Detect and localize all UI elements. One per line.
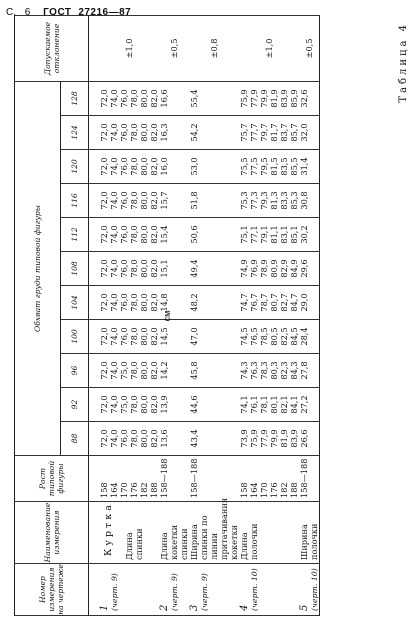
- value-cell: [89, 81, 160, 115]
- measure-value: 72,0: [99, 361, 109, 380]
- measure-value: 79,1: [259, 225, 269, 244]
- measure-value: 79,9: [269, 429, 279, 448]
- header-bust-group: Обхват груди типовой фигуры: [15, 81, 61, 455]
- measure-value: 14,5: [159, 327, 169, 346]
- measure-value: 76,5: [249, 327, 259, 346]
- measure-value: 73,9: [239, 429, 249, 448]
- measure-value: 48,2: [189, 293, 199, 312]
- measure-value: 80,0: [139, 293, 149, 312]
- measure-value: 81,9: [269, 89, 279, 108]
- measure-value: 77,5: [249, 157, 259, 176]
- value-cell: [89, 320, 160, 354]
- measure-name: Длина кокетки спинки: [159, 524, 189, 560]
- measure-value: 76,0: [119, 89, 129, 108]
- measure-value: 78,1: [259, 395, 269, 414]
- measure-value: 84,9: [289, 259, 299, 278]
- measure-number: 1: [99, 604, 110, 611]
- measure-value: 78,0: [129, 429, 139, 448]
- value-cell: [299, 320, 320, 354]
- value-cell: [189, 252, 239, 286]
- measure-value: 49,4: [189, 259, 199, 278]
- measure-value: 15,7: [159, 191, 169, 210]
- measure-value: 72,0: [99, 225, 109, 244]
- measure-value: 77,9: [249, 89, 259, 108]
- measure-value: 80,0: [139, 259, 149, 278]
- measure-value: 77,9: [259, 429, 269, 448]
- measure-value: 83,9: [289, 429, 299, 448]
- value-cell: [299, 252, 320, 286]
- measure-value: 72,0: [99, 123, 109, 142]
- value-cell: [239, 81, 299, 115]
- measure-name-cell: [189, 497, 239, 564]
- measure-value: 50,6: [189, 225, 199, 244]
- measure-value: 78,0: [129, 395, 139, 414]
- height-value: 170: [259, 482, 269, 498]
- value-cell: [239, 286, 299, 320]
- page-prefix: С.: [6, 7, 16, 18]
- measure-value: 77,7: [249, 123, 259, 142]
- measure-number-cell: [299, 564, 320, 616]
- measure-value: 15,1: [159, 259, 169, 278]
- measure-value: 75,0: [119, 361, 129, 380]
- measure-value: 79,3: [259, 191, 269, 210]
- measure-value: 78,5: [259, 327, 269, 346]
- value-cell: [299, 184, 320, 218]
- value-cell: [299, 218, 320, 252]
- value-cell: [189, 116, 239, 150]
- height-value: 182: [279, 482, 289, 498]
- measure-value: 75,0: [119, 395, 129, 414]
- measure-value: 79,7: [259, 123, 269, 142]
- height-value: 164: [249, 482, 259, 498]
- value-cell: [299, 388, 320, 422]
- measure-value: 44,6: [189, 395, 199, 414]
- height-cell: [299, 456, 320, 502]
- measure-value: 82,1: [279, 395, 289, 414]
- measure-value: 74,0: [109, 293, 119, 312]
- height-value: 158—188: [159, 458, 169, 498]
- height-value: 182: [139, 482, 149, 498]
- value-cell: [239, 218, 299, 252]
- measure-value: 72,0: [99, 395, 109, 414]
- measure-number-cell: [89, 564, 160, 616]
- measure-value: 75,9: [239, 89, 249, 108]
- header-size-104: 104: [61, 286, 89, 320]
- measure-value: 83,7: [279, 123, 289, 142]
- measure-value: 74,5: [239, 327, 249, 346]
- measure-value: 72,0: [99, 157, 109, 176]
- measure-value: 76,9: [249, 259, 259, 278]
- measure-value: 32,6: [299, 89, 309, 108]
- measure-value: 74,0: [109, 395, 119, 414]
- value-cell: [239, 150, 299, 184]
- measure-value: 72,0: [99, 89, 109, 108]
- measure-value: 82,0: [149, 157, 159, 176]
- measure-value: 82,0: [149, 191, 159, 210]
- measure-value: 45,8: [189, 361, 199, 380]
- measure-value: 75,7: [239, 123, 249, 142]
- header-size-116: 116: [61, 184, 89, 218]
- measure-value: 74,0: [109, 259, 119, 278]
- measure-value: 79,9: [259, 89, 269, 108]
- measure-value: 74,0: [109, 191, 119, 210]
- value-cell: [299, 116, 320, 150]
- header-measure-name: Наименование измерения: [15, 502, 89, 564]
- section-title: Куртка: [103, 502, 114, 556]
- table-row: [89, 15, 160, 615]
- measure-value: 78,0: [129, 89, 139, 108]
- measure-value: 77,3: [249, 191, 259, 210]
- measure-value: 76,3: [249, 361, 259, 380]
- measure-value: 75,5: [239, 157, 249, 176]
- value-cell: [189, 422, 239, 456]
- measure-value: 82,0: [149, 293, 159, 312]
- table-row: [299, 15, 320, 615]
- measure-value: 30,8: [299, 191, 309, 210]
- measure-value: 76,0: [119, 225, 129, 244]
- measure-value: 76,0: [119, 157, 129, 176]
- measure-value: 84,3: [289, 361, 299, 380]
- measure-value: 13,9: [159, 395, 169, 414]
- header-size-92: 92: [61, 388, 89, 422]
- tolerance-cell: ±1,0: [239, 15, 299, 81]
- measure-value: 31,4: [299, 157, 309, 176]
- header-size-108: 108: [61, 252, 89, 286]
- measure-value: 76,0: [119, 293, 129, 312]
- value-cell: [189, 320, 239, 354]
- measure-value: 74,3: [239, 361, 249, 380]
- measure-value: 85,3: [289, 191, 299, 210]
- measure-value: 83,1: [279, 225, 289, 244]
- header-measure-no: Номер измерения на чертеже: [15, 564, 89, 616]
- measure-value: 80,0: [139, 89, 149, 108]
- measure-value: 27,8: [299, 361, 309, 380]
- measure-value: 83,9: [279, 89, 289, 108]
- height-value: 170: [119, 482, 129, 498]
- page-number: 6: [24, 7, 31, 18]
- measure-value: 16,6: [159, 89, 169, 108]
- measure-value: 29,0: [299, 293, 309, 312]
- value-cell: [189, 184, 239, 218]
- measure-value: 85,5: [289, 157, 299, 176]
- measure-value: 76,0: [119, 123, 129, 142]
- height-value: 158: [99, 482, 109, 498]
- measure-value: 74,0: [109, 225, 119, 244]
- measure-value: 80,0: [139, 429, 149, 448]
- measure-number: 5: [299, 604, 310, 611]
- measure-value: 74,1: [239, 395, 249, 414]
- measure-value: 74,9: [239, 259, 249, 278]
- measure-value: 75,9: [249, 429, 259, 448]
- measure-value: 84,7: [289, 293, 299, 312]
- measure-value: 27,2: [299, 395, 309, 414]
- value-cell: [299, 81, 320, 115]
- tolerance-cell: ±1,0: [89, 15, 160, 81]
- measure-value: 82,9: [279, 259, 289, 278]
- measure-value: 74,7: [239, 293, 249, 312]
- measure-value: 80,5: [269, 327, 279, 346]
- height-value: 158: [239, 482, 249, 498]
- table-title: Таблица 4: [398, 22, 409, 103]
- measure-value: 74,0: [109, 89, 119, 108]
- table-row: [239, 15, 299, 615]
- height-value: 188: [289, 482, 299, 498]
- value-cell: [89, 184, 160, 218]
- measure-value: 75,3: [239, 191, 249, 210]
- measure-value: 82,7: [279, 293, 289, 312]
- measure-name: Ширина спинки по линии притачивания кокетки: [189, 497, 239, 560]
- measure-value: 80,0: [139, 157, 149, 176]
- measure-value: 78,0: [129, 361, 139, 380]
- measure-value: 26,6: [299, 429, 309, 448]
- measure-value: 78,9: [259, 259, 269, 278]
- drawing-ref: (черт. 10): [250, 568, 259, 611]
- measure-value: 80,0: [139, 395, 149, 414]
- measure-value: 74,0: [109, 123, 119, 142]
- height-cell: [89, 456, 160, 502]
- measure-value: 83,3: [279, 191, 289, 210]
- measure-value: 82,0: [149, 259, 159, 278]
- table-row: [189, 15, 239, 615]
- measure-value: 80,3: [269, 361, 279, 380]
- rotated-table-block: [14, 16, 409, 616]
- measure-value: 16,3: [159, 123, 169, 142]
- unit-label: см: [162, 310, 172, 322]
- measure-number: 3: [189, 604, 200, 611]
- tolerance-cell: ±0,5: [159, 15, 189, 81]
- height-cell: [189, 456, 239, 502]
- measure-value: 80,0: [139, 123, 149, 142]
- value-cell: [89, 116, 160, 150]
- header-size-120: 120: [61, 150, 89, 184]
- drawing-ref: (черт. 9): [110, 573, 119, 611]
- height-value: 164: [109, 482, 119, 498]
- value-cell: [299, 150, 320, 184]
- drawing-ref: (черт. 9): [200, 573, 209, 611]
- measure-value: 75,1: [239, 225, 249, 244]
- measure-value: 78,3: [259, 361, 269, 380]
- value-cell: [89, 218, 160, 252]
- value-cell: [189, 354, 239, 388]
- measure-value: 82,0: [149, 225, 159, 244]
- measure-value: 81,1: [269, 225, 279, 244]
- measure-value: 84,1: [289, 395, 299, 414]
- measure-value: 76,0: [119, 259, 129, 278]
- measure-value: 43,4: [189, 429, 199, 448]
- value-cell: [239, 320, 299, 354]
- header-size-124: 124: [61, 116, 89, 150]
- measure-value: 80,1: [269, 395, 279, 414]
- measure-value: 80,0: [139, 225, 149, 244]
- measure-value: 76,1: [249, 395, 259, 414]
- measure-number-cell: [239, 564, 299, 616]
- measure-value: 82,0: [149, 429, 159, 448]
- measure-value: 80,7: [269, 293, 279, 312]
- standard-number: 27216—87: [78, 7, 132, 18]
- value-cell: [189, 150, 239, 184]
- measure-number: 2: [159, 604, 170, 611]
- measure-name: Ширина полочки: [299, 523, 319, 560]
- measure-name-cell: [299, 502, 320, 564]
- header-size-96: 96: [61, 354, 89, 388]
- measure-value: 32,0: [299, 123, 309, 142]
- tolerance-cell: ±0,5: [299, 15, 320, 81]
- measure-value: 81,9: [279, 429, 289, 448]
- measure-number-cell: [189, 564, 239, 616]
- measure-value: 84,5: [289, 327, 299, 346]
- header-height: Рост типовой фигуры: [15, 456, 89, 502]
- value-cell: [239, 116, 299, 150]
- measure-number: 4: [239, 604, 250, 611]
- measure-value: 85,1: [289, 225, 299, 244]
- measure-value: 77,1: [249, 225, 259, 244]
- value-cell: [89, 354, 160, 388]
- value-cell: [299, 354, 320, 388]
- value-cell: [189, 286, 239, 320]
- value-cell: [89, 286, 160, 320]
- measure-value: 79,5: [259, 157, 269, 176]
- measure-value: 76,0: [119, 191, 129, 210]
- header-size-128: 128: [61, 81, 89, 115]
- measure-value: 14,2: [159, 361, 169, 380]
- measure-value: 82,0: [149, 327, 159, 346]
- measure-value: 78,0: [129, 123, 139, 142]
- measure-value: 76,0: [119, 327, 129, 346]
- measure-value: 29,6: [299, 259, 309, 278]
- measure-value: 81,3: [269, 191, 279, 210]
- measure-value: 76,7: [249, 293, 259, 312]
- measure-value: 82,0: [149, 123, 159, 142]
- measure-value: 51,8: [189, 191, 199, 210]
- measure-value: 74,0: [109, 327, 119, 346]
- header-size-112: 112: [61, 218, 89, 252]
- measure-value: 85,7: [289, 123, 299, 142]
- value-cell: [239, 252, 299, 286]
- measure-value: 78,0: [129, 259, 139, 278]
- header-tolerance: Допускаемое отклонение: [15, 15, 89, 81]
- measure-value: 82,0: [149, 89, 159, 108]
- measure-value: 78,0: [129, 327, 139, 346]
- value-cell: [89, 150, 160, 184]
- header-size-100: 100: [61, 320, 89, 354]
- height-value: 188: [149, 482, 159, 498]
- measure-value: 80,0: [139, 191, 149, 210]
- measure-value: 82,3: [279, 361, 289, 380]
- measure-value: 80,9: [269, 259, 279, 278]
- header-size-88: 88: [61, 422, 89, 456]
- measure-value: 55,4: [189, 89, 199, 108]
- measure-name: Длина спинки: [124, 528, 144, 560]
- value-cell: [89, 388, 160, 422]
- measure-value: 81,7: [269, 123, 279, 142]
- height-value: 158—188: [299, 458, 309, 498]
- measure-value: 76,0: [119, 429, 129, 448]
- measure-value: 83,5: [279, 157, 289, 176]
- value-cell: [239, 354, 299, 388]
- measure-value: 54,2: [189, 123, 199, 142]
- measure-value: 72,0: [99, 191, 109, 210]
- measure-value: 47,0: [189, 327, 199, 346]
- measure-value: 74,0: [109, 157, 119, 176]
- drawing-ref: (черт. 9): [170, 573, 179, 611]
- measure-value: 82,0: [149, 395, 159, 414]
- measure-value: 72,0: [99, 259, 109, 278]
- measure-value: 30,2: [299, 225, 309, 244]
- measure-value: 72,0: [99, 429, 109, 448]
- measure-name: Длина полочки: [239, 523, 259, 560]
- measure-value: 72,0: [99, 327, 109, 346]
- measure-value: 82,5: [279, 327, 289, 346]
- measure-value: 72,0: [99, 293, 109, 312]
- drawing-ref: (черт. 10): [310, 568, 319, 611]
- value-cell: [299, 422, 320, 456]
- tolerance-cell: ±0,8: [189, 15, 239, 81]
- height-cell: [239, 456, 299, 502]
- measure-value: 15,4: [159, 225, 169, 244]
- value-cell: [189, 81, 239, 115]
- value-cell: [239, 184, 299, 218]
- measure-value: 28,4: [299, 327, 309, 346]
- measure-value: 53,0: [189, 157, 199, 176]
- measure-value: 78,0: [129, 293, 139, 312]
- measure-name-cell: [239, 502, 299, 564]
- value-cell: [89, 252, 160, 286]
- measure-value: 82,0: [149, 361, 159, 380]
- measure-value: 78,0: [129, 225, 139, 244]
- value-cell: [299, 286, 320, 320]
- measure-value: 80,0: [139, 361, 149, 380]
- measure-value: 14,8: [159, 293, 169, 312]
- value-cell: [89, 422, 160, 456]
- value-cell: [239, 388, 299, 422]
- measure-value: 81,5: [269, 157, 279, 176]
- measure-value: 13,6: [159, 429, 169, 448]
- measure-name-cell: [89, 502, 160, 564]
- measure-value: 80,0: [139, 327, 149, 346]
- measure-value: 78,0: [129, 157, 139, 176]
- height-value: 176: [269, 482, 279, 498]
- value-cell: [189, 388, 239, 422]
- height-value: 176: [129, 482, 139, 498]
- measure-value: 78,0: [129, 191, 139, 210]
- measure-value: 78,7: [259, 293, 269, 312]
- gost-label: ГОСТ: [43, 7, 72, 18]
- measure-value: 74,0: [109, 361, 119, 380]
- measure-value: 74,0: [109, 429, 119, 448]
- value-cell: [189, 218, 239, 252]
- value-cell: [239, 422, 299, 456]
- measure-value: 16,0: [159, 157, 169, 176]
- height-value: 158—188: [189, 458, 199, 498]
- measure-value: 85,9: [289, 89, 299, 108]
